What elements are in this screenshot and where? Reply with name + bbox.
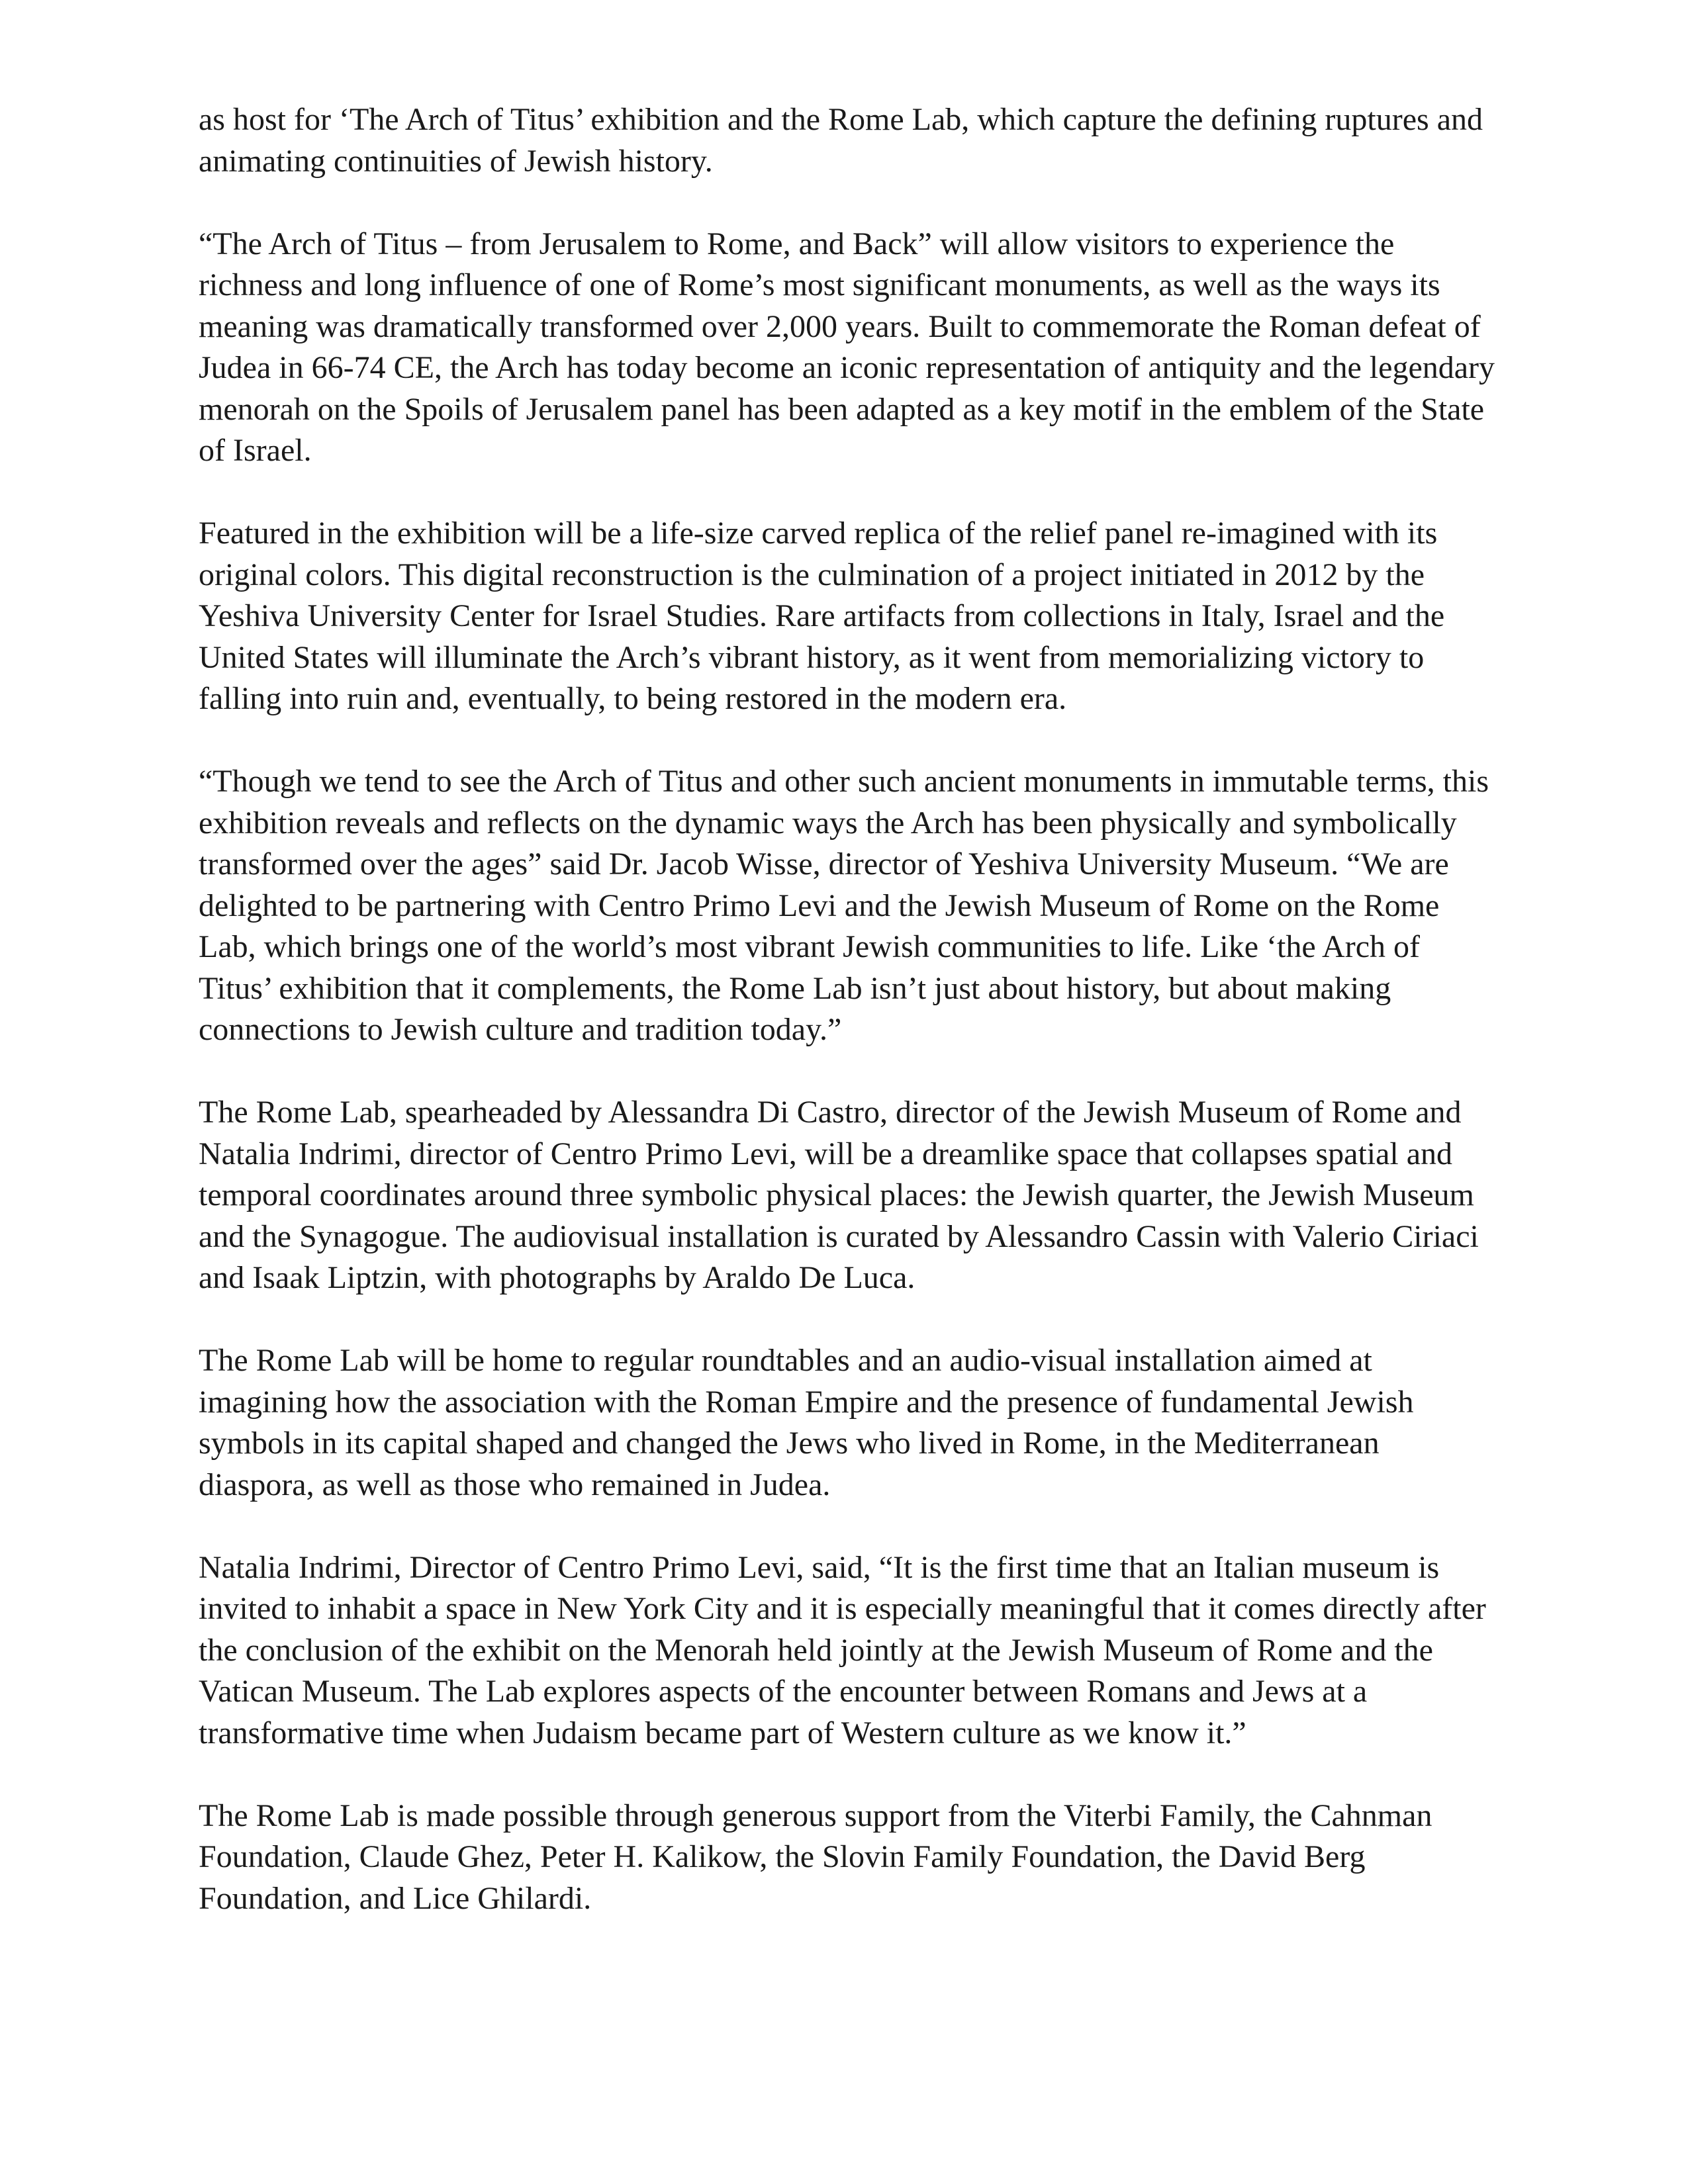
paragraph-exhibition-host: as host for ‘The Arch of Titus’ exhibition and the Rome Lab, which capture the defining ruptures and animating continuities of Jewish history. <box>199 102 1483 179</box>
paragraph-wisse-quote: “Though we tend to see the Arch of Titus and other such ancient monuments in immutable terms, this exhibition reveals and reflects on the dynamic ways the Arch has been physically and symbolically transformed over the ages” said Dr. Jacob Wisse, director of Yeshiva University Museum. “We are delighted to be partnering with Centro Primo Levi and the Jewish Museum of Rome on the Rome Lab, which brings one of the world’s most vibrant Jewish communities to life. Like ‘the Arch of Titus’ exhibition that it complements, the Rome Lab isn’t just about history, but about making connections to Jewish culture and tradition today.” <box>199 764 1489 1047</box>
paragraph-indrimi-quote: Natalia Indrimi, Director of Centro Primo Levi, said, “It is the first time that an Italian museum is invited to inhabit a space in New York City and it is especially meaningful that it comes directly after the conclusion of the exhibit on the Menorah held jointly at the Jewish Museum of Rome and the Vatican Museum. The Lab explores aspects of the encounter between Romans and Jews at a transformative time when Judaism became part of Western culture as we know it.” <box>199 1549 1486 1751</box>
paragraph-arch-of-titus-intro: “The Arch of Titus – from Jerusalem to Rome, and Back” will allow visitors to experience the richness and long influence of one of Rome’s most significant monuments, as well as the ways its meaning was dramatically transformed over 2,000 years. Built to commemorate the Roman defeat of Judea in 66-74 CE, the Arch has today become an iconic representation of antiquity and the legendary menorah on the Spoils of Jerusalem panel has been adapted as a key motif in the emblem of the State of Israel. <box>199 226 1495 468</box>
document-page <box>199 99 1496 1919</box>
paragraph-rome-lab-description: The Rome Lab, spearheaded by Alessandra Di Castro, director of the Jewish Museum of Rome and Natalia Indrimi, director of Centro Primo Levi, will be a dreamlike space that collapses spatial and temporal coordinates around three symbolic physical places: the Jewish quarter, the Jewish Museum and the Synagogue. The audiovisual installation is curated by Alessandro Cassin with Valerio Ciriaci and Isaak Liptzin, with photographs by Araldo De Luca. <box>199 1095 1479 1295</box>
paragraph-supporters: The Rome Lab is made possible through generous support from the Viterbi Family, the Cahnman Foundation, Claude Ghez, Peter H. Kalikow, the Slovin Family Foundation, the David Berg Foundation, and Lice Ghilardi. <box>199 1797 1432 1916</box>
paragraph-relief-replica: Featured in the exhibition will be a life-size carved replica of the relief panel re-imagined with its original colors. This digital reconstruction is the culmination of a project initiated in 2012 by the Yeshiva University Center for Israel Studies. Rare artifacts from collections in Italy, Israel and the United States will illuminate the Arch’s vibrant history, as it went from memorializing victory to falling into ruin and, eventually, to being restored in the modern era. <box>199 516 1445 716</box>
paragraph-rome-lab-roundtables: The Rome Lab will be home to regular roundtables and an audio-visual installation aimed at imagining how the association with the Roman Empire and the presence of fundamental Jewish symbols in its capital shaped and changed the Jews who lived in Rome, in the Mediterranean diaspora, as well as those who remained in Judea. <box>199 1343 1414 1502</box>
